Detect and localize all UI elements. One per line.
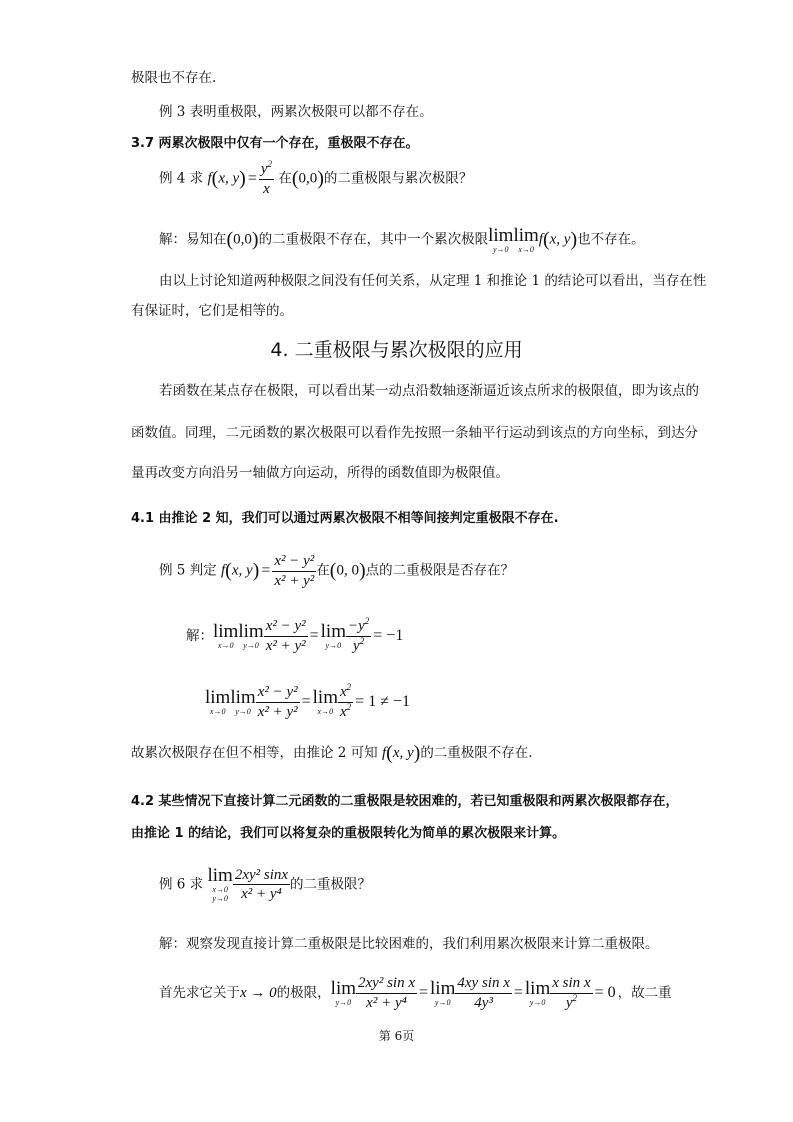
example-label: 例 5 判定 xyxy=(159,562,217,579)
paragraph-text: 例 3 表明重极限，两累次极限可以都不存在。 xyxy=(159,104,433,120)
paragraph-text: 极限也不存在. xyxy=(131,70,217,86)
example-5: 例 5 判定 f(x, y) = $\frac{\text{x² − y²}}{\text{x² + y²}}$ 在(0, 0)点的二重极限是否存在？ xyxy=(159,553,515,589)
formula-args: x, y xyxy=(231,562,253,579)
limit: lim y→0 xyxy=(488,225,514,254)
solution-5-line2 xyxy=(205,684,412,720)
formula-args: x, y xyxy=(218,170,240,187)
fraction: $\frac{\text{x² − y²}}{\text{x² + y²}}$ xyxy=(257,684,298,720)
example-4: 例 4 求 f(x, y) = $\frac{y^2}{x}$ 在(0,0)的二重极限与累次极限？ xyxy=(159,159,473,197)
text: 在 xyxy=(316,562,330,579)
example-6 xyxy=(159,866,371,903)
paragraph-text: 有保证时，它们是相等的。 xyxy=(131,303,293,319)
text: 故累次极限存在但不相等，由推论 2 可知 xyxy=(131,745,378,761)
limit: lim x→0 xyxy=(312,686,338,716)
limit: lim x→0 xyxy=(205,686,231,716)
section-heading: 3.7 两累次极限中仅有一个存在，重极限不存在。 xyxy=(131,136,419,151)
numerator: $-y^2$ xyxy=(346,618,371,637)
formula-args: x, y xyxy=(549,231,571,248)
equals: = xyxy=(513,984,523,1002)
formula-f: f xyxy=(381,745,387,761)
denominator: $x^2$ xyxy=(340,701,352,720)
fraction: $\frac{\text{4xy sin x}}{\text{4y³}}$ xyxy=(457,975,510,1011)
paragraph-text: 量再改变方向沿另一轴做方向运动，所得的函数值即为极限值。 xyxy=(131,465,509,481)
paragraph-text: 若函数在某点存在极限，可以看出某一动点沿数轴逐渐逼近该点所求的极限值，即为该点的 xyxy=(159,383,699,399)
limit: lim y→0 xyxy=(320,620,346,650)
fraction xyxy=(259,161,274,197)
equals: = xyxy=(301,693,311,711)
limit: lim x→0 xyxy=(213,620,239,650)
fraction: $\frac{\text{x² − y²}}{\text{x² + y²}}$ xyxy=(265,618,306,654)
text: 的二重极限不存在，其中一个累次极限 xyxy=(258,231,489,248)
equals: = xyxy=(309,627,319,645)
example-label: 例 6 求 xyxy=(159,876,204,893)
last-line xyxy=(159,975,672,1011)
solution-label: 解： xyxy=(186,627,213,644)
limit: lim y→0 xyxy=(430,977,456,1007)
text: 也不存在。 xyxy=(577,231,645,248)
section-title: 4. 二重极限与累次极限的应用 xyxy=(270,339,523,361)
solution-5-line1 xyxy=(186,618,405,654)
point: 0, 0 xyxy=(336,562,359,579)
result: = 1 ≠ −1 xyxy=(355,693,410,711)
numerator: 2xy² sinx xyxy=(233,867,290,886)
limit: lim y→0 xyxy=(238,620,264,650)
limit: lim y→0 xyxy=(524,977,551,1007)
text: 点的二重极限是否存在？ xyxy=(365,562,515,579)
page-number: 第 6页 xyxy=(378,1029,415,1043)
result: = 0 xyxy=(594,984,616,1002)
formula-f: f xyxy=(538,231,543,248)
numerator: $y^2$ xyxy=(259,161,274,180)
limit: lim x→0 y→0 xyxy=(207,865,233,904)
text: 的二重极限与累次极限？ xyxy=(323,170,473,187)
text: 在 xyxy=(278,170,292,187)
section-heading: 4.1 由推论 2 知，我们可以通过两累次极限不相等间接判定重极限不存在. xyxy=(131,511,559,526)
result: = −1 xyxy=(373,627,404,645)
paragraph-text: 解：观察发现直接计算二重极限是比较困难的，我们利用累次极限来计算二重极限。 xyxy=(159,936,659,952)
denominator: x² + y⁴ xyxy=(241,886,282,903)
text: 的二重极限？ xyxy=(290,876,372,893)
paragraph-text: 由以上讨论知道两种极限之间没有任何关系，从定理 1 和推论 1 的结论可以看出，当存在性 xyxy=(159,273,707,289)
formula-args: x, y xyxy=(392,745,414,761)
limit: lim x→0 xyxy=(513,225,539,254)
text: ，故二重 xyxy=(617,984,672,1001)
paragraph-text: 函数值。同理，二元函数的累次极限可以看作先按照一条轴平行运动到该点的方向坐标，到达分 xyxy=(131,425,698,441)
fraction xyxy=(272,553,316,589)
limit: lim y→0 xyxy=(230,686,256,716)
fraction: $\frac{\text{2xy² sin x}}{\text{x² + y⁴}}$ xyxy=(358,975,415,1011)
text: 的极限， xyxy=(276,984,331,1001)
fraction xyxy=(346,618,371,654)
fraction xyxy=(338,684,353,720)
formula-f: f xyxy=(207,170,212,187)
fraction: $\frac{\text{x sin x}}{y^2}$ xyxy=(552,975,591,1011)
solution-4: 解：易知在(0,0)的二重极限不存在，其中一个累次极限lim y→0 lim x→0 f(x, y)也不存在。 xyxy=(159,225,645,254)
text: 首先求它关于 xyxy=(159,984,240,1001)
example-label: 例 4 求 xyxy=(159,170,204,187)
numerator: x² − y² xyxy=(272,553,316,572)
denominator: x xyxy=(263,180,270,197)
fraction xyxy=(233,867,290,903)
denominator: x² + y² xyxy=(274,572,315,589)
section-heading: 4.2 某些情况下直接计算二元函数的二重极限是较困难的，若已知重极限和两累次极限都存在， xyxy=(131,794,679,809)
conclusion-5: 故累次极限存在但不相等，由推论 2 可知 f(x, y)的二重极限不存在. xyxy=(131,742,533,764)
denominator: $y^2$ xyxy=(353,635,365,654)
equals: = xyxy=(419,984,429,1002)
numerator: $x^2$ xyxy=(338,684,353,703)
formula-f: f xyxy=(220,562,226,579)
text: 解：易知在 xyxy=(159,231,227,248)
point: 0,0 xyxy=(298,170,318,187)
section-heading: 由推论 1 的结论，我们可以将复杂的重极限转化为简单的累次极限来计算。 xyxy=(131,826,566,841)
text: 的二重极限不存在. xyxy=(420,745,533,761)
point: 0,0 xyxy=(233,231,252,248)
formula: x → 0 xyxy=(240,985,277,1001)
limit: lim y→0 xyxy=(330,977,357,1007)
